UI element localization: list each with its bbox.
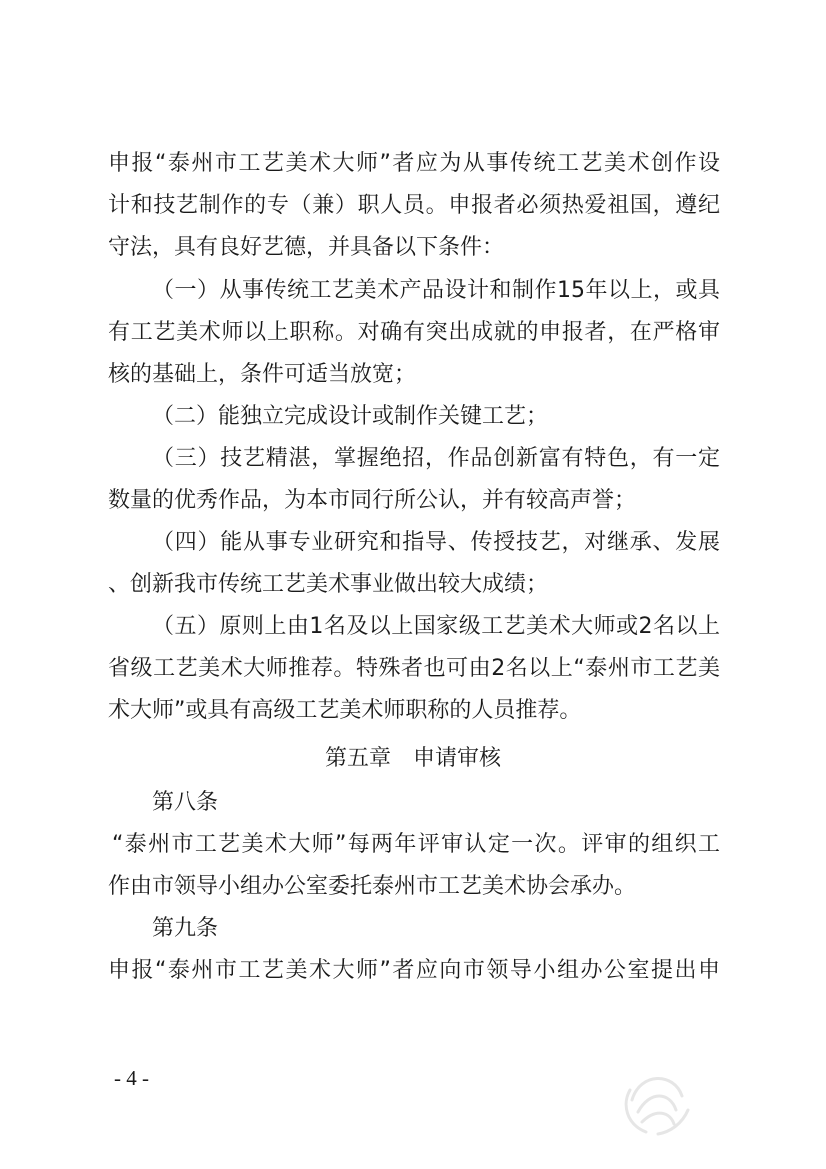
- condition-3-line: （三）技艺精湛，掌握绝招，作品创新富有特色，有一定: [152, 446, 720, 471]
- condition-4-line: （四）能从事专业研究和指导、传授技艺，对继承、发展: [152, 530, 720, 555]
- chapter-heading: 第五章 申请审核: [324, 746, 501, 771]
- body-line: 作由市领导小组办公室委托泰州市工艺美术协会承办。: [108, 874, 637, 899]
- body-line: “泰州市工艺美术大师”每两年评审认定一次。评审的组织工: [112, 832, 720, 857]
- body-line: 、创新我市传统工艺美术事业做出较大成绩；: [108, 572, 549, 597]
- body-line: 守法，具有良好艺德，并具备以下条件：: [108, 235, 505, 260]
- condition-1-line: （一）从事传统工艺美术产品设计和制作15年以上，或具: [152, 278, 720, 303]
- body-line: 术大师”或具有高级工艺美术师职称的人员推荐。: [108, 698, 582, 723]
- body-line: 核的基础上，条件可适当放宽；: [108, 362, 417, 387]
- page-number: - 4 -: [114, 1066, 149, 1090]
- condition-2-line: （二）能独立完成设计或制作关键工艺；: [152, 404, 549, 429]
- body-line: 计和技艺制作的专（兼）职人员。申报者必须热爱祖国，遵纪: [108, 193, 720, 218]
- body-line: 申报“泰州市工艺美术大师”者应为从事传统工艺美术创作设: [108, 151, 720, 176]
- body-line: 数量的优秀作品，为本市同行所公认，并有较高声誉；: [108, 488, 637, 513]
- condition-5-line: （五）原则上由1名及以上国家级工艺美术大师或2名以上: [152, 614, 720, 639]
- body-line: 省级工艺美术大师推荐。特殊者也可由2名以上“泰州市工艺美: [108, 656, 720, 681]
- article-9-title: 第九条: [152, 916, 219, 941]
- body-line: 申报“泰州市工艺美术大师”者应向市领导小组办公室提出申: [108, 958, 720, 983]
- flower-emblem-icon: [612, 1060, 702, 1140]
- article-8-title: 第八条: [152, 790, 219, 815]
- body-line: 有工艺美术师以上职称。对确有突出成就的申报者，在严格审: [108, 320, 720, 345]
